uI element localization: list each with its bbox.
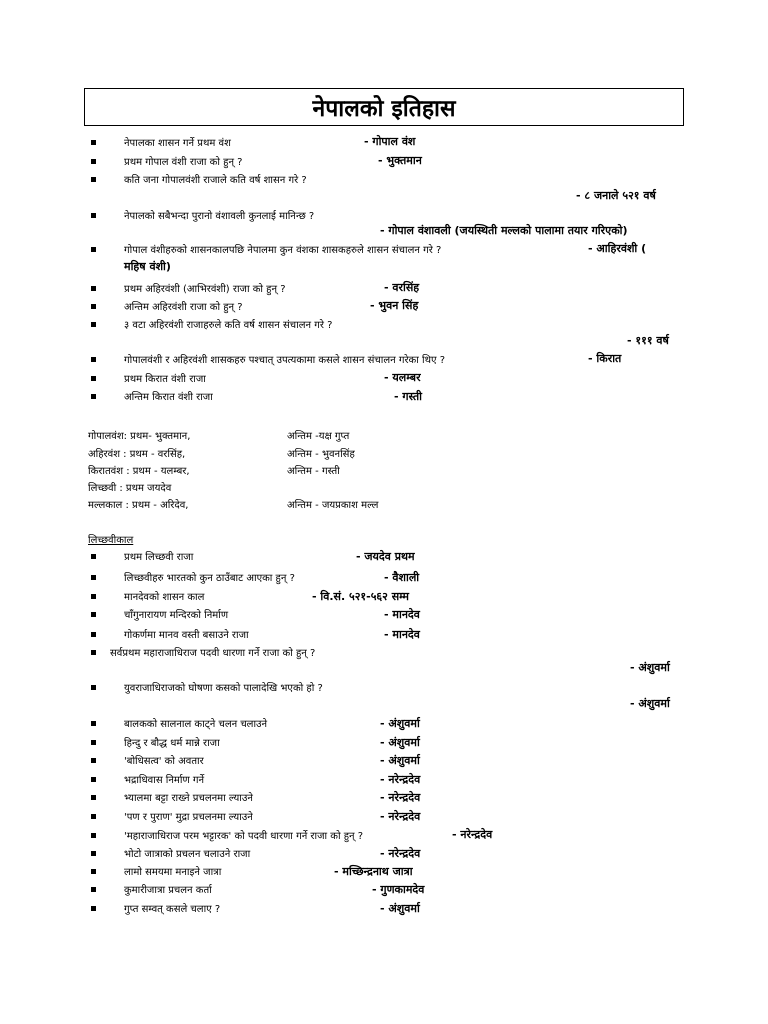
answer-text: - अंशुवर्मा (630, 697, 670, 710)
list-bullet (91, 721, 96, 726)
answer-text: - भुवन सिंह (370, 299, 419, 312)
answer-text: - भुक्तमान (378, 154, 422, 167)
question-text: सर्वप्रथम महाराजाधिराज पदवी धारणा गर्ने राजा को हुन् ? (110, 648, 316, 659)
summary-left: अहिरवंश : प्रथम - वरसिंह, (88, 449, 186, 460)
list-bullet (91, 632, 96, 637)
list-bullet (91, 247, 96, 252)
summary-right: अन्तिम - गस्ती (287, 466, 340, 477)
list-bullet (91, 376, 96, 381)
list-bullet (91, 777, 96, 782)
answer-text: - आहिरवंशी ( (588, 242, 647, 255)
answer-text: - जयदेव प्रथम (356, 550, 415, 563)
question-text: लामो समयमा मनाइने जात्रा (124, 867, 222, 878)
question-text: भद्राधिवास निर्माण गर्ने (124, 775, 205, 786)
answer-text: - गोपाल वंशावली (जयस्थिती मल्लको पालामा तयार गरिएको) (380, 224, 628, 237)
answer-text: - अंशुवर्मा (380, 902, 420, 915)
list-bullet (91, 685, 96, 690)
list-bullet (91, 851, 96, 856)
answer-text: - किरात (588, 352, 622, 365)
list-bullet (91, 887, 96, 892)
answer-text: - वैशाली (384, 571, 420, 584)
answer-text: - गोपाल वंश (364, 135, 416, 148)
question-text: गोपाल वंशीहरुको शासनकालपछि नेपालमा कुन वंशका शासकहरुले शासन संचालन गरे ? (124, 245, 442, 256)
answer-text: - नरेन्द्रदेव (380, 847, 421, 860)
list-bullet (91, 357, 96, 362)
answer-text: - ८ जनाले ५२१ वर्ष (576, 189, 656, 202)
question-text: ३ वटा अहिरवंशी राजाहरुले कति वर्ष शासन संचालन गरे ? (124, 320, 333, 331)
answer-text: - नरेन्द्रदेव (452, 828, 493, 841)
answer-text: - मानदेव (384, 628, 420, 641)
section-heading-lichchhavi: लिच्छवीकाल (88, 535, 134, 546)
question-text: लिच्छवीहरु भारतको कुन ठाउँबाट आएका हुन् ? (124, 573, 295, 584)
answer-text: - अंशुवर्मा (630, 661, 670, 674)
list-bullet (91, 650, 96, 655)
question-text: चाँगुनारायण मन्दिरको निर्माण (124, 610, 229, 621)
list-bullet (91, 906, 96, 911)
list-bullet (91, 740, 96, 745)
list-bullet (91, 575, 96, 580)
list-bullet (91, 394, 96, 399)
list-bullet (91, 177, 96, 182)
answer-text: - अंशुवर्मा (380, 736, 420, 749)
question-text: प्रथम किरात वंशी राजा (124, 374, 206, 385)
list-bullet (91, 140, 96, 145)
question-text: 'पण र पुराण' मुद्रा प्रचलनमा ल्याउने (124, 812, 253, 823)
question-text: कति जना गोपालवंशी राजाले कति वर्ष शासन गरे ? (124, 175, 307, 186)
summary-right: अन्तिम - भुवनसिंह (287, 449, 355, 460)
question-text: कुमारीजात्रा प्रचलन कर्ता (124, 885, 212, 896)
answer-text: - वरसिंह (384, 281, 420, 294)
page-title: नेपालको इतिहास (84, 88, 684, 126)
list-bullet (91, 814, 96, 819)
answer-text: - मानदेव (384, 608, 420, 621)
summary-left: लिच्छवी : प्रथम जयदेव (88, 483, 172, 494)
list-bullet (91, 869, 96, 874)
list-bullet (91, 795, 96, 800)
question-text: 'बोधिसत्व' को अवतार (124, 756, 204, 767)
answer-text: - मच्छिन्द्रनाथ जात्रा (334, 865, 413, 878)
question-text: प्रथम अहिरवंशी (आभिरवंशी) राजा को हुन् ? (124, 284, 286, 295)
question-text: युवराजाधिराजको घोषणा कसको पालादेखि भएको हो ? (124, 683, 323, 694)
question-text: भ्यालमा बट्टा राख्ने प्रचलनमा ल्याउने (124, 793, 253, 804)
answer-text: - गुणकामदेव (372, 883, 425, 896)
list-bullet (91, 612, 96, 617)
list-bullet (91, 304, 96, 309)
question-text: हिन्दु र बौद्ध धर्म मान्ने राजा (124, 738, 220, 749)
list-bullet (91, 594, 96, 599)
answer-text: - अंशुवर्मा (380, 754, 420, 767)
question-text: प्रथम गोपाल वंशी राजा को हुन् ? (124, 157, 243, 168)
answer-text: - १११ वर्ष (627, 334, 669, 347)
question-text: भोटो जात्राको प्रचलन चलाउने राजा (124, 849, 251, 860)
question-text: बालकको सालनाल काट्ने चलन चलाउने (124, 719, 268, 730)
question-text: गुप्त सम्वत् कसले चलाए ? (124, 904, 221, 915)
summary-left: किरातवंश : प्रथम - यलम्बर, (88, 466, 190, 477)
answer-text: - अंशुवर्मा (380, 717, 420, 730)
answer-text: - यलम्बर (384, 371, 421, 384)
summary-left: गोपालवंश: प्रथम- भुक्तमान, (88, 431, 191, 442)
answer-text: - गस्ती (394, 390, 422, 403)
question-text: मानदेवको शासन काल (124, 592, 205, 603)
question-text: गोकर्णमा मानव वस्ती बसाउने राजा (124, 630, 249, 641)
answer-text: - वि.सं. ५२१-५६२ सम्म (312, 590, 410, 603)
answer-text: महिष वंशी) (124, 260, 171, 273)
list-bullet (91, 213, 96, 218)
summary-right: अन्तिम - जयप्रकाश मल्ल (287, 500, 379, 511)
question-text: 'महाराजाधिराज परम भट्टारक' को पदवी धारणा गर्ने राजा को हुन् ? (124, 831, 364, 842)
list-bullet (91, 833, 96, 838)
question-text: अन्तिम किरात वंशी राजा (124, 392, 213, 403)
list-bullet (91, 286, 96, 291)
list-bullet (91, 554, 96, 559)
list-bullet (91, 159, 96, 164)
answer-text: - नरेन्द्रदेव (380, 791, 421, 804)
question-text: नेपालको सबैभन्दा पुरानो वंशावली कुनलाई मानिन्छ ? (124, 211, 315, 222)
question-text: प्रथम लिच्छवी राजा (124, 552, 194, 563)
summary-left: मल्लकाल : प्रथम - अरिदेव, (88, 500, 189, 511)
question-text: नेपालका शासन गर्ने प्रथम वंश (124, 138, 231, 149)
question-text: अन्तिम अहिरवंशी राजा को हुन् ? (124, 302, 243, 313)
list-bullet (91, 322, 96, 327)
summary-right: अन्तिम -यक्ष गुप्त (287, 431, 350, 442)
question-text: गोपालवंशी र अहिरवंशी शासकहरु पश्चात् उपत्यकामा कसले शासन संचालन गरेका थिए ? (124, 355, 446, 366)
answer-text: - नरेन्द्रदेव (380, 773, 421, 786)
list-bullet (91, 758, 96, 763)
answer-text: - नरेन्द्रदेव (380, 810, 421, 823)
